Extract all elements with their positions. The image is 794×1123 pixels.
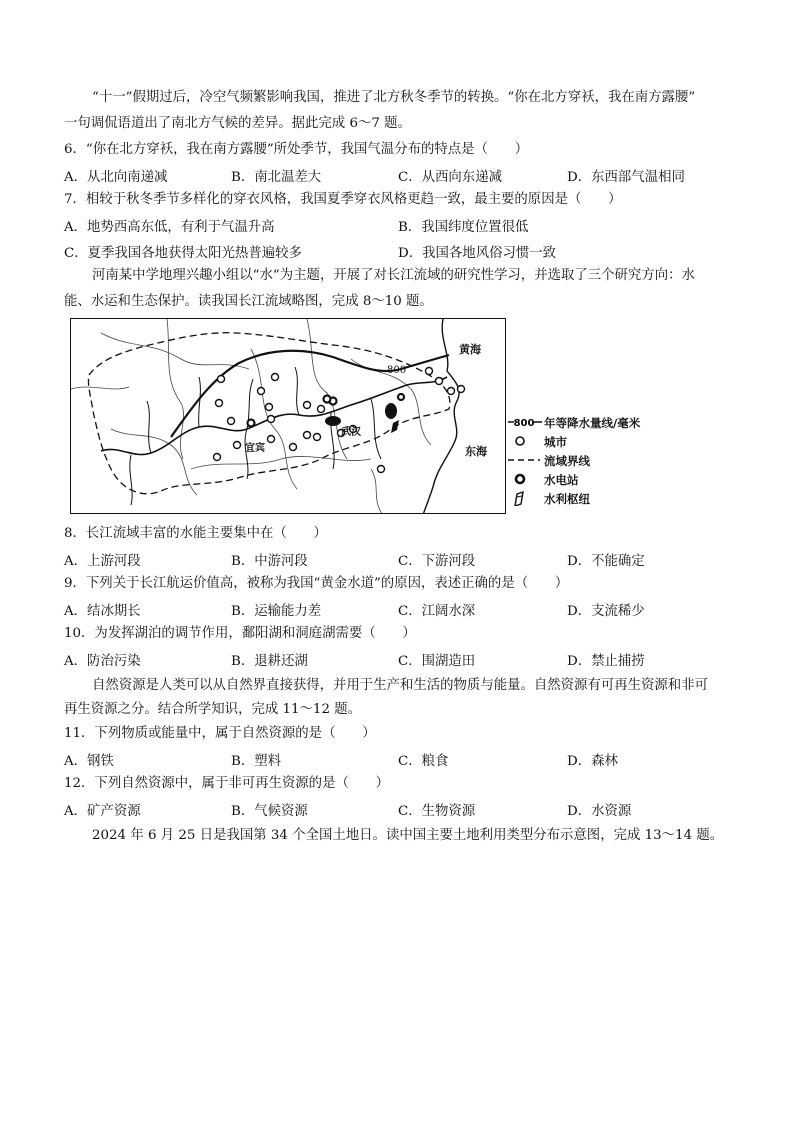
question-10-stem: 10．为发挥湖泊的调节作用，鄱阳湖和洞庭湖需要（ ） xyxy=(64,626,416,641)
question-8-option-a: A．上游河段 xyxy=(64,554,141,569)
legend-isoline-label: 年等降水量线/毫米 xyxy=(544,416,641,430)
legend-boundary-label: 流域界线 xyxy=(544,454,590,468)
yangtze-basin-map xyxy=(70,318,506,514)
question-12-option-a: A．矿产资源 xyxy=(64,804,141,819)
passage-1-line-2: 一句调侃语道出了南北方气候的差异。据此完成 6～7 题。 xyxy=(64,116,411,131)
question-8-option-c: C．下游河段 xyxy=(398,554,476,569)
passage-4-line-1: 2024 年 6 月 25 日是我国第 34 个全国土地日。读中国主要土地利用类型分布示意图，完成 13～14 题。 xyxy=(92,828,724,843)
question-9-stem: 9．下列关于长江航运价值高，被称为我国“黄金水道”的原因，表述正确的是（ ） xyxy=(64,576,569,591)
legend-row-hub xyxy=(508,490,658,509)
question-11-option-c: C．粮食 xyxy=(398,754,449,769)
map-drawing xyxy=(71,319,506,514)
question-10-option-a: A．防治污染 xyxy=(64,654,141,669)
question-7-option-b: B．我国纬度位置很低 xyxy=(398,220,529,235)
passage-3-line-2: 再生资源之分。结合所学知识，完成 11～12 题。 xyxy=(64,702,362,717)
question-9-option-d: D．支流稀少 xyxy=(567,604,645,619)
question-10-option-d: D．禁止捕捞 xyxy=(567,654,645,669)
question-11-stem: 11．下列物质或能量中，属于自然资源的是（ ） xyxy=(64,726,376,741)
coastline xyxy=(423,319,459,514)
question-6-option-b: B．南北温差大 xyxy=(231,170,322,185)
label-yibin: 宜宾 xyxy=(245,443,265,454)
question-6-option-d: D．东西部气温相同 xyxy=(567,170,685,185)
question-8-stem: 8．长江流域丰富的水能主要集中在（ ） xyxy=(64,526,327,541)
question-6-option-a: A．从北向南递减 xyxy=(64,170,168,185)
legend-row-city xyxy=(508,433,658,452)
boundary-icon xyxy=(508,452,542,468)
question-11-option-b: B．塑料 xyxy=(231,754,282,769)
question-9-option-a: A．结冰期长 xyxy=(64,604,141,619)
question-12-option-c: C．生物资源 xyxy=(398,804,476,819)
isoline-icon xyxy=(508,414,542,430)
label-huanghai: 黄海 xyxy=(459,343,481,356)
label-isoline-800: 800 xyxy=(387,365,407,376)
question-12-stem: 12．下列自然资源中，属于非可再生资源的是（ ） xyxy=(64,776,390,791)
label-donghai: 东海 xyxy=(465,445,487,458)
legend-row-isoline xyxy=(508,414,658,433)
legend-row-hydropower xyxy=(508,471,658,490)
question-7-stem: 7．相较于秋冬季节多样化的穿衣风格，我国夏季穿衣风格更趋一致，最主要的原因是（ ） xyxy=(64,192,622,207)
dongting-lake xyxy=(325,416,341,426)
question-6-stem: 6．“你在北方穿袄，我在南方露腰”所处季节，我国气温分布的特点是（ ） xyxy=(64,142,529,157)
question-12-option-b: B．气候资源 xyxy=(231,804,308,819)
question-8-option-d: D．不能确定 xyxy=(567,554,645,569)
question-10-option-b: B．退耕还湖 xyxy=(231,654,308,669)
hub-marker xyxy=(391,420,399,433)
question-11-option-d: D．森林 xyxy=(567,754,618,769)
question-8-option-b: B．中游河段 xyxy=(231,554,308,569)
city-icon xyxy=(508,433,542,449)
label-wuhan: 武汉 xyxy=(341,427,361,438)
legend-hydropower-label: 水电站 xyxy=(544,473,579,487)
legend-hub-label: 水利枢纽 xyxy=(544,492,590,506)
poyang-lake xyxy=(385,403,397,419)
legend-city-label: 城市 xyxy=(544,435,567,449)
passage-3-line-1: 自然资源是人类可以从自然界直接获得，并用于生产和生活的物质与能量。自然资源有可再生资源和非可 xyxy=(92,678,708,693)
map-legend xyxy=(508,414,658,509)
passage-2-line-1: 河南某中学地理兴趣小组以“水”为主题，开展了对长江流域的研究性学习，并选取了三个研究方向：水 xyxy=(92,268,695,283)
question-11-option-a: A．钢铁 xyxy=(64,754,114,769)
question-7-option-d: D．我国各地风俗习惯一致 xyxy=(398,246,557,261)
question-9-option-c: C．江阔水深 xyxy=(398,604,476,619)
question-6-option-c: C．从西向东递减 xyxy=(398,170,502,185)
passage-2-line-2: 能、水运和生态保护。读我国长江流域略图，完成 8～10 题。 xyxy=(64,294,433,309)
hydropower-icon xyxy=(508,471,542,487)
question-7-option-a: A．地势西高东低，有利于气温升高 xyxy=(64,220,275,235)
province-borders xyxy=(71,319,431,514)
passage-1-line-1: “十一”假期过后，冷空气频繁影响我国，推进了北方秋冬季节的转换。“你在北方穿袄，我在南方露腰” xyxy=(92,90,696,105)
question-9-option-b: B．运输能力差 xyxy=(231,604,322,619)
svg-text:800: 800 xyxy=(513,418,535,429)
question-7-option-c: C．夏季我国各地获得太阳光热普遍较多 xyxy=(64,246,302,261)
question-12-option-d: D．水资源 xyxy=(567,804,632,819)
question-10-option-c: C．围湖造田 xyxy=(398,654,476,669)
hub-icon xyxy=(508,490,542,506)
legend-row-boundary xyxy=(508,452,658,471)
